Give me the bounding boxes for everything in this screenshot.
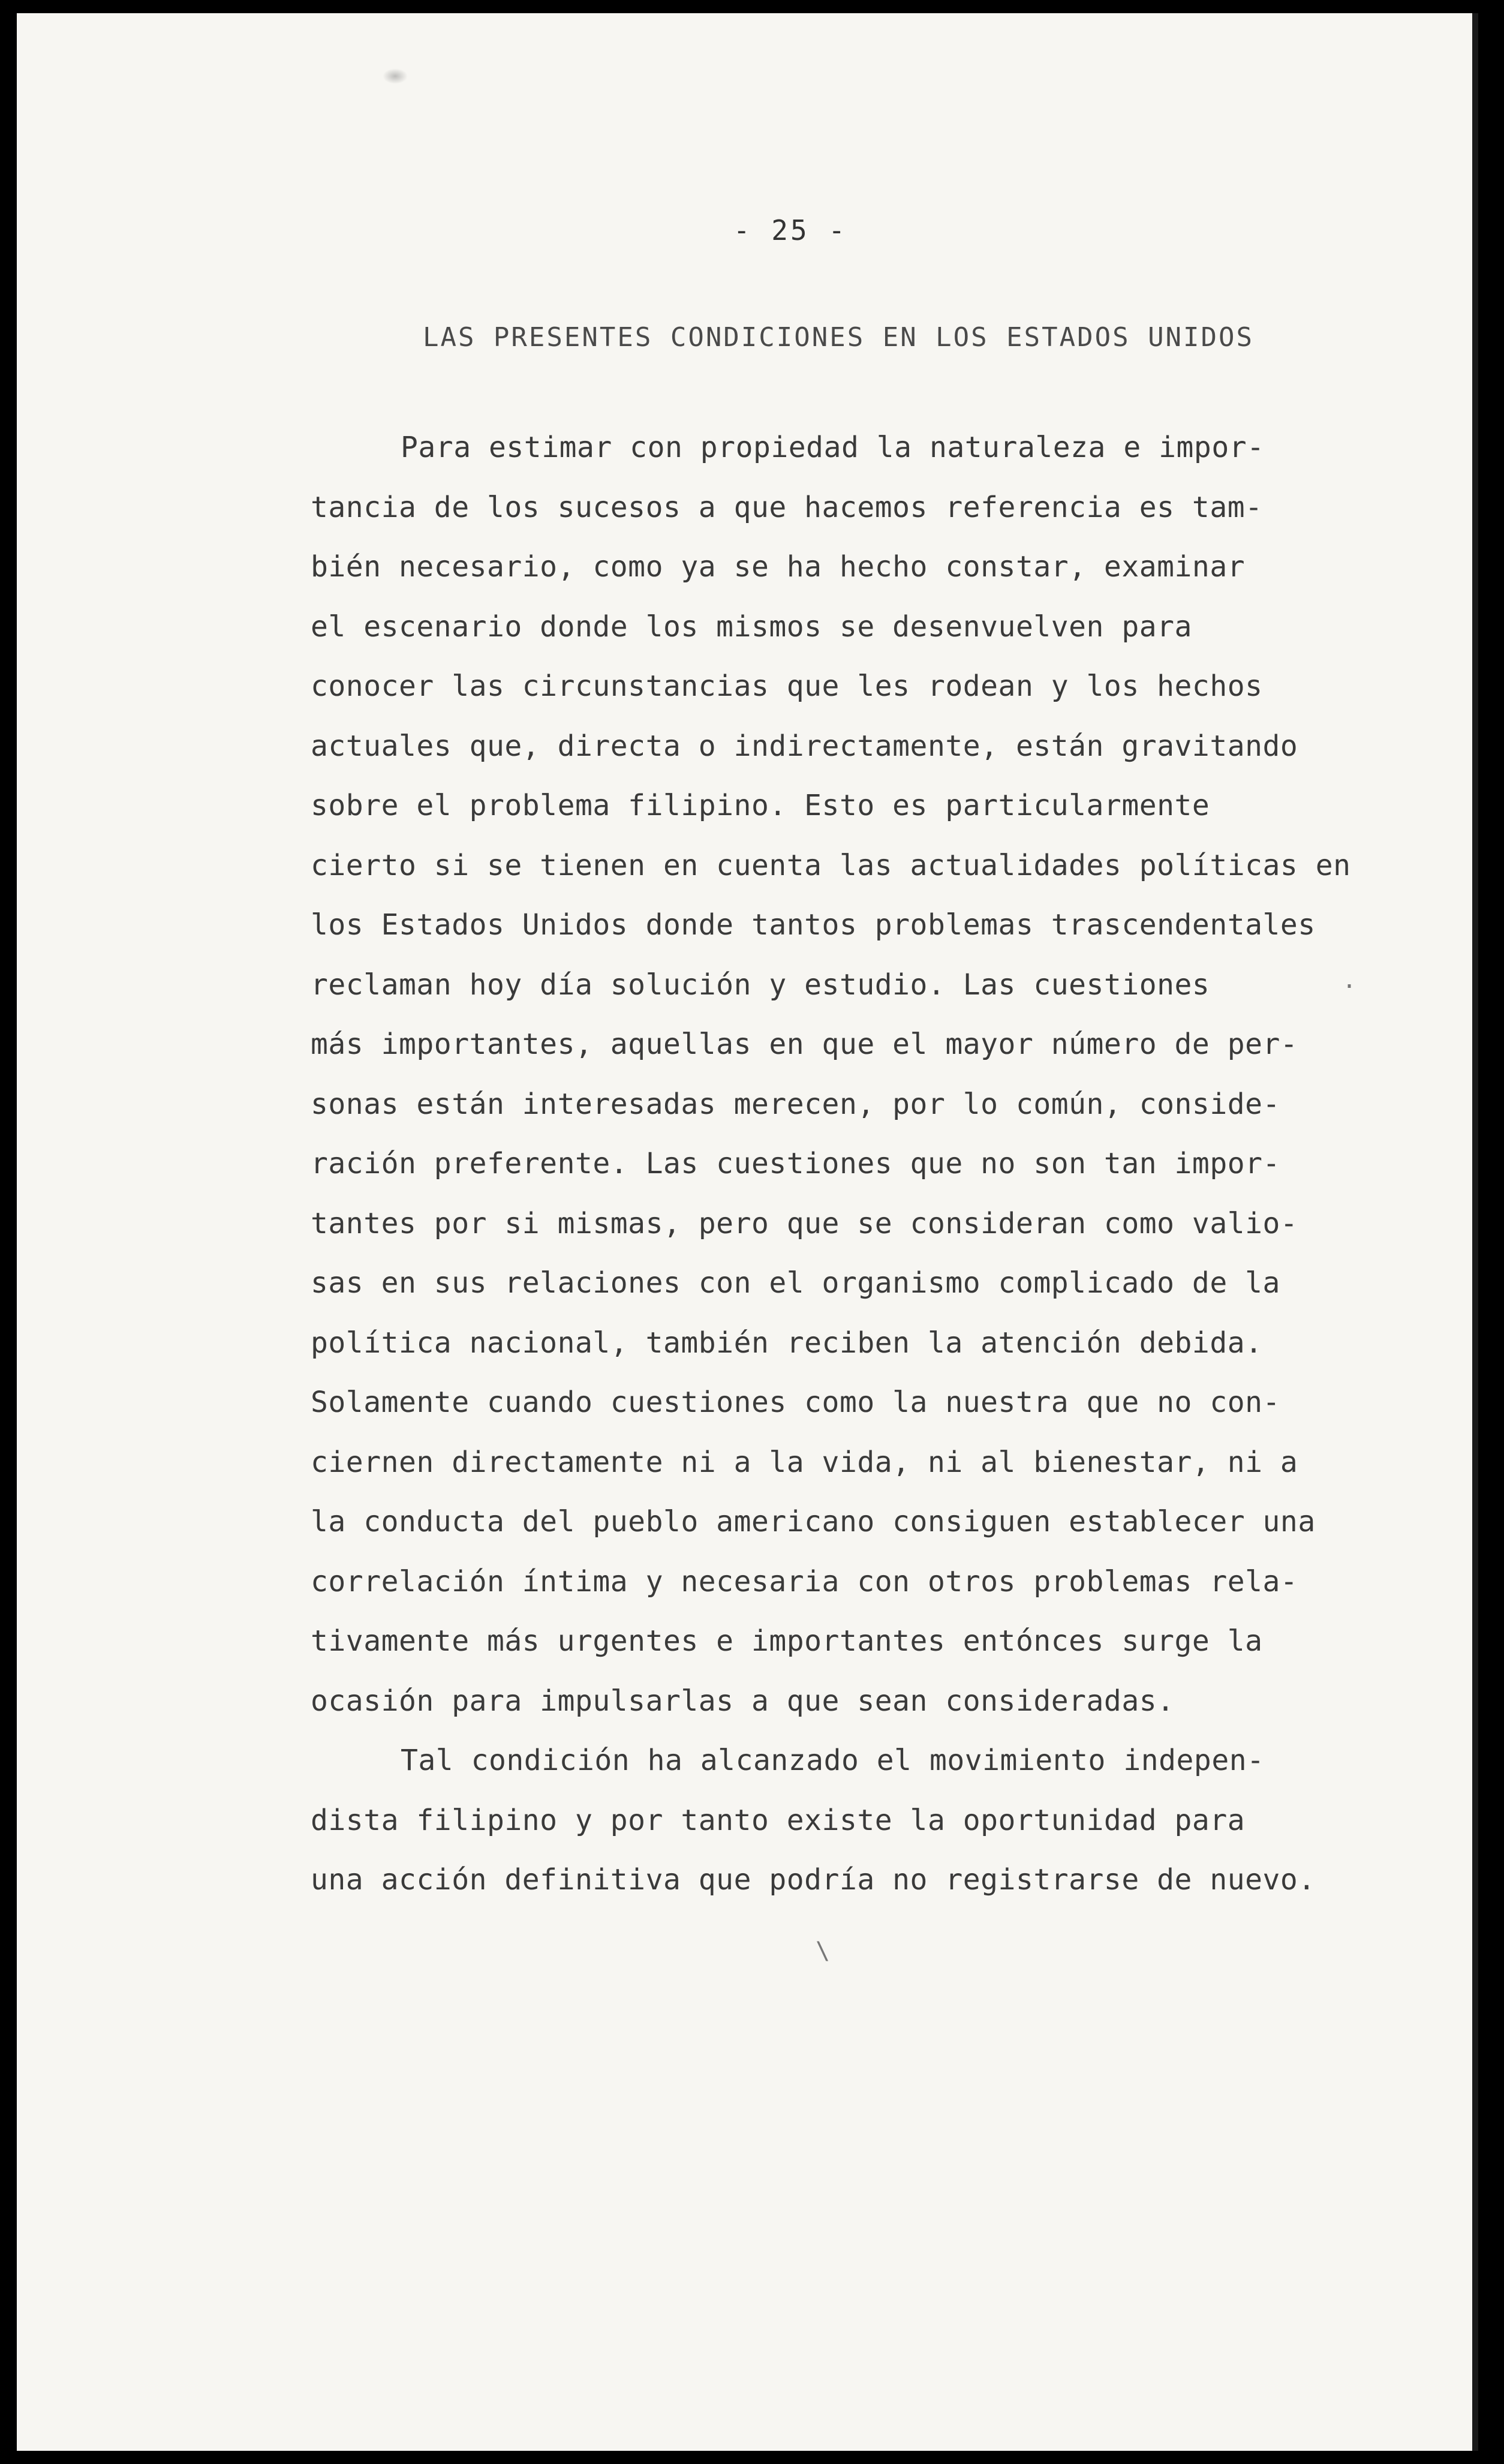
stray-mark-dot: · [1342, 973, 1357, 1000]
stray-mark-stroke: \ [816, 1937, 831, 1965]
text-line: sas en sus relaciones con el organismo complicado de la [311, 1266, 1280, 1300]
text-line: Para estimar con propiedad la naturaleza e impor- [401, 431, 1265, 464]
text-line: política nacional, también reciben la atención debida. [311, 1326, 1263, 1360]
text-line: tantes por si mismas, pero que se consideran como valio- [311, 1206, 1298, 1240]
text-line: sonas están interesadas merecen, por lo común, conside- [311, 1087, 1280, 1121]
text-line: la conducta del pueblo americano consiguen establecer una [311, 1505, 1316, 1539]
page-number: - 25 - [733, 214, 848, 247]
text-line: reclaman hoy día solución y estudio. Las cuestiones [311, 967, 1210, 1002]
section-heading: LAS PRESENTES CONDICIONES EN LOS ESTADOS UNIDOS [422, 322, 1255, 353]
paper-blemish [383, 68, 408, 84]
text-line: los Estados Unidos donde tantos problemas trascendentales [311, 908, 1316, 942]
text-line: tancia de los sucesos a que hacemos referencia es tam- [311, 490, 1263, 524]
text-line: ración preferente. Las cuestiones que no son tan impor- [311, 1147, 1280, 1180]
text-line: conocer las circunstancias que les rodean y los hechos [311, 669, 1263, 703]
body-text [311, 418, 1402, 1910]
text-line: una acción definitiva que podría no registrarse de nuevo. [311, 1863, 1316, 1897]
text-line: el escenario donde los mismos se desenvuelven para [311, 609, 1192, 644]
text-line: Tal condición ha alcanzado el movimiento indepen- [401, 1744, 1265, 1777]
text-line: correlación íntima y necesaria con otros problemas rela- [311, 1564, 1298, 1598]
text-line: Solamente cuando cuestiones como la nuestra que no con- [311, 1386, 1280, 1419]
text-line: tivamente más urgentes e importantes entónces surge la [311, 1624, 1263, 1658]
text-line: más importantes, aquellas en que el mayor número de per- [311, 1027, 1298, 1061]
text-line: actuales que, directa o indirectamente, están gravitando [311, 729, 1298, 763]
text-line: sobre el problema filipino. Esto es particularmente [311, 789, 1210, 822]
document-page [17, 13, 1478, 2451]
text-line: ciernen directamente ni a la vida, ni al bienestar, ni a [311, 1445, 1298, 1479]
text-line: cierto si se tienen en cuenta las actualidades políticas en [311, 848, 1351, 882]
text-line: dista filipino y por tanto existe la oportunidad para [311, 1803, 1246, 1837]
text-line: bién necesario, como ya se ha hecho constar, examinar [311, 550, 1246, 584]
text-line: ocasión para impulsarlas a que sean consideradas. [311, 1684, 1175, 1718]
